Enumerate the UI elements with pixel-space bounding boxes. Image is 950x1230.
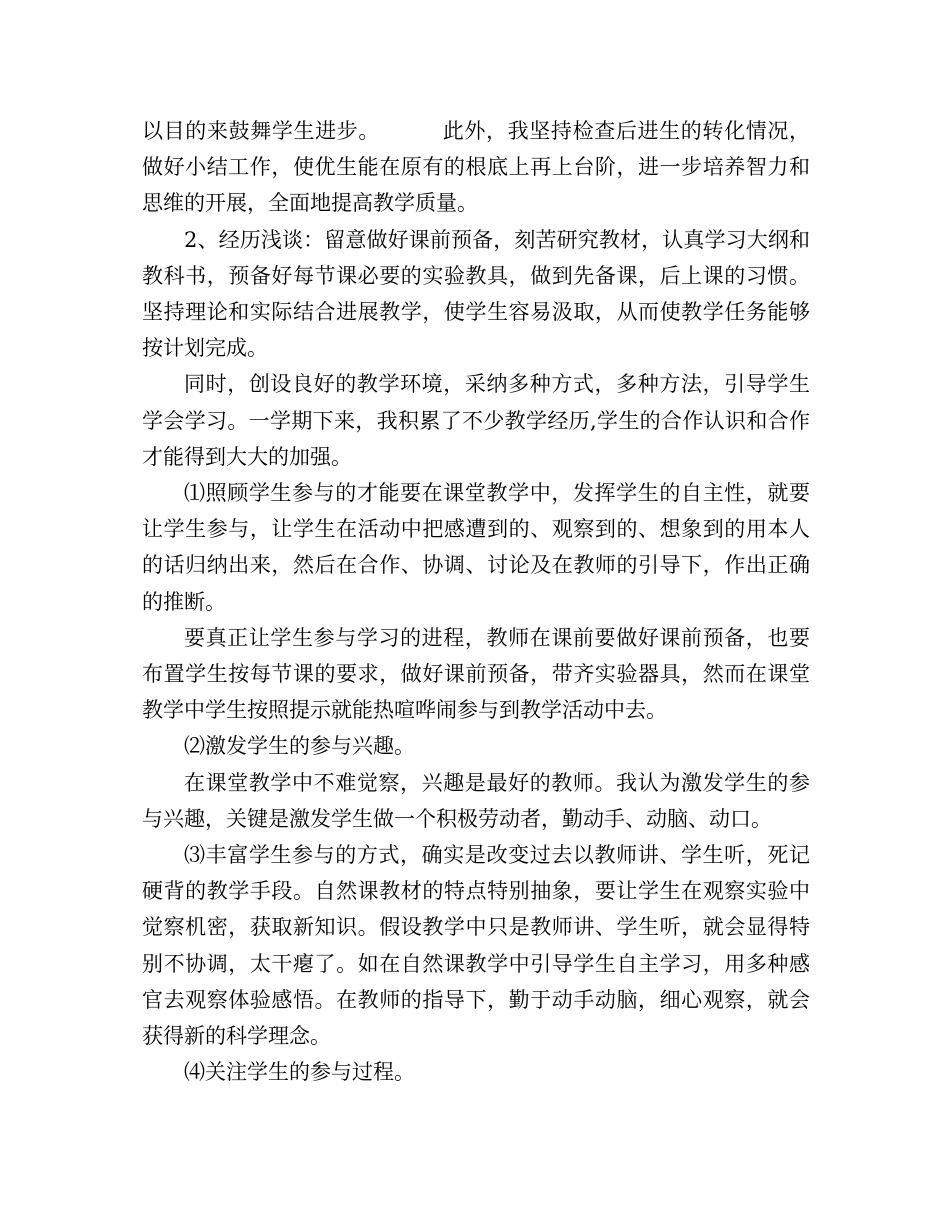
paragraph-interest: 在课堂教学中不难觉察，兴趣是最好的教师。我认为激发学生的参与兴趣，关键是激发学生做一个积极劳动者，勤动手、动脑、动口。 [142,770,810,831]
paragraph-point-4: ⑷关注学生的参与过程。 [184,1060,415,1085]
paragraph-experience: 2、经历浅谈：留意做好课前预备，刻苦研究教材，认真学习大纲和教科书，预备好每节课必要的实验教具，做到先备课，后上课的习惯。坚持理论和实际结合进展教学，使学生容易汲取，从而使教学任务能够按计划完成。 [142,227,810,361]
paragraph-point-2: ⑵激发学生的参与兴趣。 [184,734,415,759]
paragraph-environment: 同时，创设良好的教学环境，采纳多种方式，多种方法，引导学生学会学习。一学期下来，我积累了不少教学经历,学生的合作认识和合作才能得到大大的加强。 [142,372,810,469]
paragraph-continuation [142,113,810,222]
paragraph-point-1: ⑴照顾学生参与的才能要在课堂教学中，发挥学生的自主性，就要让学生参与，让学生在活动中把感遭到的、观察到的、想象到的用本人的话归纳出来，然后在合作、协调、讨论及在教师的引导下，作出正确的推断。 [142,481,810,614]
document-body [142,113,810,1090]
paragraph-point-3: ⑶丰富学生参与的方式，确实是改变过去以教师讲、学生听，死记硬背的教学手段。自然课教材的特点特别抽象，要让学生在观察实验中觉察机密，获取新知识。假设教学中只是教师讲、学生听，就会显得特别不协调，太干瘪了。如在自然课教学中引导学生自主学习，用多种感官去观察体验感悟。在教师的指导下，勤于动手动脑，细心观察，就会获得新的科学理念。 [142,843,810,1049]
paragraph-inline-text: 此外，我坚持检查后进生的转化情况，做好小结工作，使优生能在原有的根底上再上台阶，进一步培养智力和思维的开展，全面地提高教学质量。 [142,119,811,216]
paragraph-participation: 要真正让学生参与学习的进程，教师在课前要做好课前预备，也要布置学生按每节课的要求，做好课前预备，带齐实验器具，然而在课堂教学中学生按照提示就能热喧哗闹参与到教学活动中去。 [142,625,810,723]
paragraph-continuation-text: 以目的来鼓舞学生进步。 [142,119,381,143]
